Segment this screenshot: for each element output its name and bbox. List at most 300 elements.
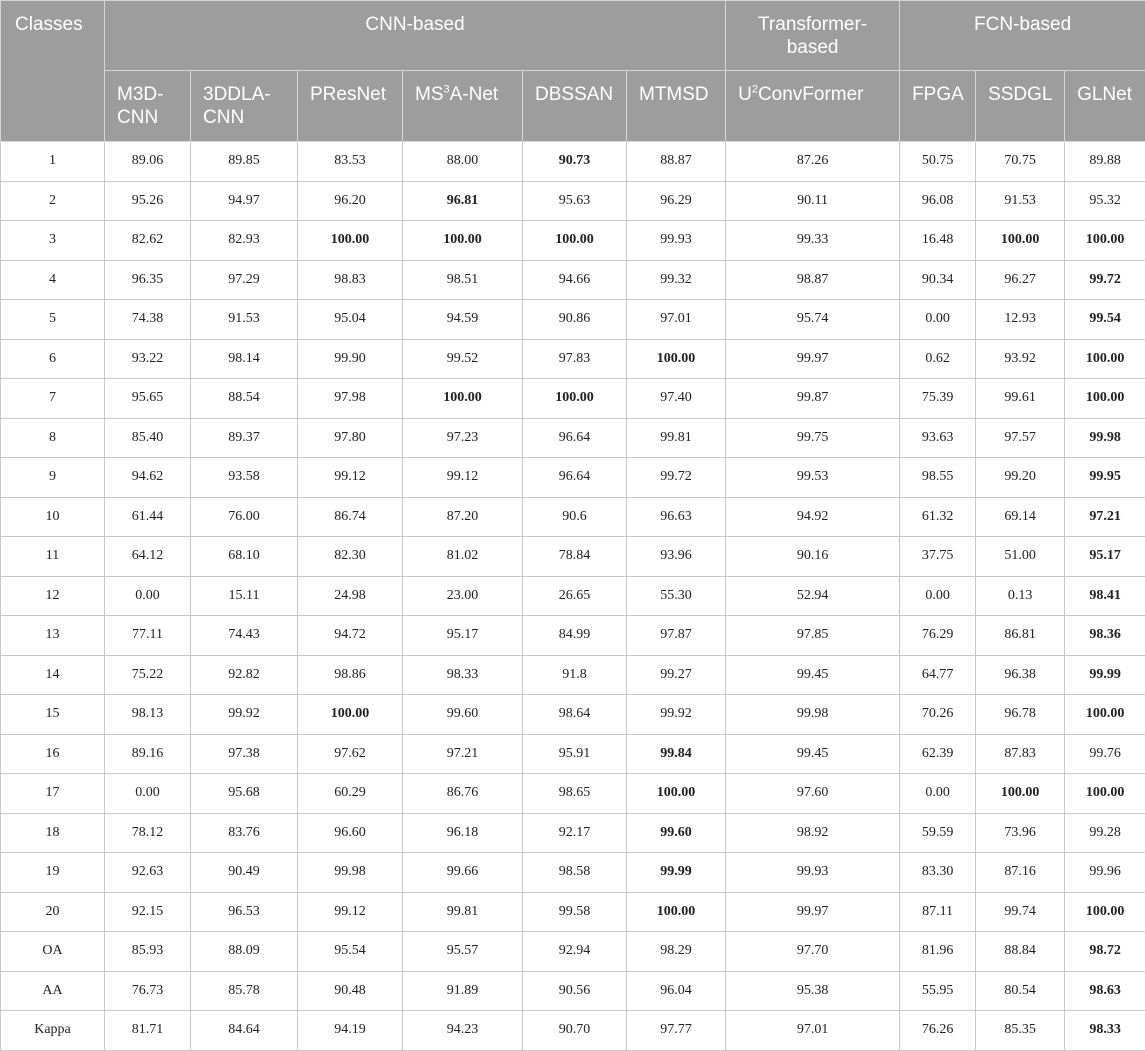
table-cell: 99.74 (976, 892, 1065, 932)
table-cell: 90.49 (191, 853, 298, 893)
table-cell: 81.02 (403, 537, 523, 577)
table-cell: 83.53 (298, 142, 403, 182)
table-cell: 98.83 (298, 260, 403, 300)
table-cell: 95.91 (523, 734, 627, 774)
table-cell: 99.20 (976, 458, 1065, 498)
table-cell: 94.97 (191, 181, 298, 221)
table-cell: 99.81 (403, 892, 523, 932)
table-cell: 100.00 (1065, 774, 1145, 814)
method-superscript: 2 (752, 84, 758, 96)
table-cell: 99.90 (298, 339, 403, 379)
table-cell: 99.45 (726, 655, 900, 695)
table-cell: 90.73 (523, 142, 627, 182)
table-cell: 94.19 (298, 1011, 403, 1051)
table-cell: 81.71 (105, 1011, 191, 1051)
table-cell: 92.63 (105, 853, 191, 893)
table-cell: 94.66 (523, 260, 627, 300)
table-cell: 89.85 (191, 142, 298, 182)
table-cell: 100.00 (627, 892, 726, 932)
table-cell: 97.40 (627, 379, 726, 419)
table-cell: 99.87 (726, 379, 900, 419)
table-cell: 84.99 (523, 616, 627, 656)
method-header (105, 71, 191, 142)
table-cell: 15.11 (191, 576, 298, 616)
table-cell: 95.57 (403, 932, 523, 972)
table-cell: 96.38 (976, 655, 1065, 695)
table-cell: 99.27 (627, 655, 726, 695)
table-row (1, 497, 1145, 537)
table-cell: 87.11 (900, 892, 976, 932)
method-header (191, 71, 298, 142)
table-cell: 0.62 (900, 339, 976, 379)
table-cell: 89.06 (105, 142, 191, 182)
table-cell: 89.37 (191, 418, 298, 458)
method-name: GLNet (1077, 84, 1132, 105)
table-cell: 16.48 (900, 221, 976, 261)
table-cell: 86.74 (298, 497, 403, 537)
table-cell: 96.08 (900, 181, 976, 221)
table-cell: 85.78 (191, 971, 298, 1011)
table-cell: 0.13 (976, 576, 1065, 616)
table-cell: 92.17 (523, 813, 627, 853)
table-cell: 95.38 (726, 971, 900, 1011)
table-cell: 78.84 (523, 537, 627, 577)
table-cell: 99.99 (1065, 655, 1145, 695)
table-row (1, 695, 1145, 735)
table-cell: 89.16 (105, 734, 191, 774)
table-cell: 98.72 (1065, 932, 1145, 972)
table-cell: 62.39 (900, 734, 976, 774)
table-cell: 82.62 (105, 221, 191, 261)
table-cell: 100.00 (298, 221, 403, 261)
table-cell: 93.92 (976, 339, 1065, 379)
row-label: 10 (1, 497, 105, 537)
table-cell: 95.04 (298, 300, 403, 340)
table-cell: 99.54 (1065, 300, 1145, 340)
table-row (1, 379, 1145, 419)
table-cell: 97.29 (191, 260, 298, 300)
table-cell: 96.29 (627, 181, 726, 221)
table-cell: 99.97 (726, 339, 900, 379)
table-cell: 99.58 (523, 892, 627, 932)
table-cell: 99.76 (1065, 734, 1145, 774)
row-label: 1 (1, 142, 105, 182)
table-cell: 99.28 (1065, 813, 1145, 853)
method-header-row (1, 71, 1145, 142)
row-label: AA (1, 971, 105, 1011)
table-cell: 61.32 (900, 497, 976, 537)
table-cell: 99.12 (403, 458, 523, 498)
table-cell: 90.56 (523, 971, 627, 1011)
table-cell: 74.43 (191, 616, 298, 656)
table-cell: 74.38 (105, 300, 191, 340)
table-cell: 96.81 (403, 181, 523, 221)
table-cell: 98.58 (523, 853, 627, 893)
table-row (1, 774, 1145, 814)
table-cell: 98.55 (900, 458, 976, 498)
table-cell: 76.73 (105, 971, 191, 1011)
table-cell: 87.16 (976, 853, 1065, 893)
table-cell: 99.45 (726, 734, 900, 774)
table-cell: 96.18 (403, 813, 523, 853)
row-label: 4 (1, 260, 105, 300)
row-label: Kappa (1, 1011, 105, 1051)
table-cell: 98.92 (726, 813, 900, 853)
row-label: 5 (1, 300, 105, 340)
table-cell: 0.00 (105, 576, 191, 616)
row-label: 20 (1, 892, 105, 932)
table-cell: 89.88 (1065, 142, 1145, 182)
table-cell: 94.59 (403, 300, 523, 340)
group-header-row (1, 1, 1145, 71)
table-cell: 87.83 (976, 734, 1065, 774)
table-cell: 77.11 (105, 616, 191, 656)
table-row (1, 853, 1145, 893)
table-cell: 83.30 (900, 853, 976, 893)
table-cell: 100.00 (403, 379, 523, 419)
table-cell: 86.76 (403, 774, 523, 814)
table-cell: 97.80 (298, 418, 403, 458)
row-label: 3 (1, 221, 105, 261)
table-cell: 100.00 (1065, 379, 1145, 419)
table-cell: 99.72 (1065, 260, 1145, 300)
table-cell: 78.12 (105, 813, 191, 853)
table-cell: 91.8 (523, 655, 627, 695)
table-cell: 97.21 (1065, 497, 1145, 537)
table-cell: 96.78 (976, 695, 1065, 735)
method-header (627, 71, 726, 142)
table-cell: 92.15 (105, 892, 191, 932)
method-header (976, 71, 1065, 142)
table-cell: 97.87 (627, 616, 726, 656)
row-label: 13 (1, 616, 105, 656)
method-name-suffix: ConvFormer (758, 84, 864, 105)
method-name: SSDGL (988, 84, 1052, 105)
table-cell: 99.92 (627, 695, 726, 735)
table-cell: 87.20 (403, 497, 523, 537)
row-label: 17 (1, 774, 105, 814)
table-cell: 99.12 (298, 892, 403, 932)
table-row (1, 655, 1145, 695)
table-cell: 94.72 (298, 616, 403, 656)
table-row (1, 616, 1145, 656)
classes-header: Classes (1, 1, 105, 142)
table-cell: 100.00 (627, 774, 726, 814)
table-cell: 98.65 (523, 774, 627, 814)
table-cell: 55.95 (900, 971, 976, 1011)
table-row (1, 181, 1145, 221)
table-cell: 96.60 (298, 813, 403, 853)
table-cell: 99.98 (726, 695, 900, 735)
table-cell: 99.98 (298, 853, 403, 893)
row-label: 12 (1, 576, 105, 616)
table-cell: 90.16 (726, 537, 900, 577)
table-cell: 90.86 (523, 300, 627, 340)
table-cell: 99.93 (627, 221, 726, 261)
table-cell: 93.22 (105, 339, 191, 379)
table-cell: 98.87 (726, 260, 900, 300)
row-label: 11 (1, 537, 105, 577)
table-cell: 97.38 (191, 734, 298, 774)
table-cell: 99.53 (726, 458, 900, 498)
table-row (1, 142, 1145, 182)
table-cell: 95.74 (726, 300, 900, 340)
table-cell: 98.14 (191, 339, 298, 379)
table-cell: 99.60 (627, 813, 726, 853)
table-cell: 0.00 (900, 774, 976, 814)
table-cell: 95.54 (298, 932, 403, 972)
table-row (1, 260, 1145, 300)
method-name: MTMSD (639, 84, 709, 105)
table-cell: 99.32 (627, 260, 726, 300)
table-row (1, 892, 1145, 932)
table-cell: 99.97 (726, 892, 900, 932)
method-header (900, 71, 976, 142)
row-label: 15 (1, 695, 105, 735)
table-cell: 99.60 (403, 695, 523, 735)
table-row (1, 813, 1145, 853)
table-cell: 96.63 (627, 497, 726, 537)
table-cell: 98.33 (1065, 1011, 1145, 1051)
row-label: 8 (1, 418, 105, 458)
table-cell: 96.04 (627, 971, 726, 1011)
table-cell: 0.00 (900, 300, 976, 340)
table-row (1, 1011, 1145, 1051)
table-cell: 90.48 (298, 971, 403, 1011)
table-cell: 85.35 (976, 1011, 1065, 1051)
table-cell: 55.30 (627, 576, 726, 616)
table-cell: 76.29 (900, 616, 976, 656)
table-row (1, 418, 1145, 458)
table-cell: 99.52 (403, 339, 523, 379)
method-header (523, 71, 627, 142)
table-cell: 68.10 (191, 537, 298, 577)
method-header (726, 71, 900, 142)
table-cell: 97.83 (523, 339, 627, 379)
table-row (1, 537, 1145, 577)
table-cell: 81.96 (900, 932, 976, 972)
table-row (1, 300, 1145, 340)
table-cell: 99.99 (627, 853, 726, 893)
table-cell: 82.93 (191, 221, 298, 261)
group-header-transformer: Transformer-based (726, 1, 900, 71)
table-cell: 82.30 (298, 537, 403, 577)
row-label: 6 (1, 339, 105, 379)
table-cell: 98.13 (105, 695, 191, 735)
table-cell: 99.84 (627, 734, 726, 774)
table-cell: 94.62 (105, 458, 191, 498)
table-cell: 85.93 (105, 932, 191, 972)
table-cell: 92.94 (523, 932, 627, 972)
table-row (1, 576, 1145, 616)
table-cell: 94.92 (726, 497, 900, 537)
table-cell: 90.11 (726, 181, 900, 221)
table-cell: 76.00 (191, 497, 298, 537)
table-cell: 97.77 (627, 1011, 726, 1051)
table-cell: 91.53 (976, 181, 1065, 221)
method-name: M3D-CNN (117, 84, 163, 128)
table-cell: 90.70 (523, 1011, 627, 1051)
table-row (1, 221, 1145, 261)
table-cell: 100.00 (523, 221, 627, 261)
table-row (1, 458, 1145, 498)
table-cell: 93.63 (900, 418, 976, 458)
table-cell: 100.00 (1065, 892, 1145, 932)
table-cell: 87.26 (726, 142, 900, 182)
table-cell: 95.26 (105, 181, 191, 221)
table-cell: 51.00 (976, 537, 1065, 577)
table-cell: 83.76 (191, 813, 298, 853)
table-cell: 95.17 (1065, 537, 1145, 577)
table-cell: 93.96 (627, 537, 726, 577)
table-cell: 97.57 (976, 418, 1065, 458)
table-cell: 52.94 (726, 576, 900, 616)
table-cell: 70.26 (900, 695, 976, 735)
table-cell: 88.84 (976, 932, 1065, 972)
table-cell: 99.66 (403, 853, 523, 893)
table-cell: 80.54 (976, 971, 1065, 1011)
table-cell: 95.32 (1065, 181, 1145, 221)
group-header-fcn: FCN-based (900, 1, 1145, 71)
table-cell: 88.87 (627, 142, 726, 182)
table-cell: 99.92 (191, 695, 298, 735)
table-cell: 88.09 (191, 932, 298, 972)
table-cell: 99.33 (726, 221, 900, 261)
table-cell: 0.00 (900, 576, 976, 616)
table-cell: 90.34 (900, 260, 976, 300)
method-header (403, 71, 523, 142)
table-cell: 59.59 (900, 813, 976, 853)
method-name: 3DDLA-CNN (203, 84, 271, 128)
row-label: 18 (1, 813, 105, 853)
table-cell: 98.63 (1065, 971, 1145, 1011)
table-cell: 84.64 (191, 1011, 298, 1051)
table-cell: 23.00 (403, 576, 523, 616)
method-header (298, 71, 403, 142)
table-row (1, 932, 1145, 972)
table-cell: 96.64 (523, 418, 627, 458)
table-cell: 88.00 (403, 142, 523, 182)
table-cell: 97.98 (298, 379, 403, 419)
method-name: U (738, 84, 752, 105)
row-label: 16 (1, 734, 105, 774)
table-cell: 91.89 (403, 971, 523, 1011)
method-name: FPGA (912, 84, 964, 105)
table-cell: 75.22 (105, 655, 191, 695)
table-cell: 100.00 (976, 221, 1065, 261)
table-cell: 86.81 (976, 616, 1065, 656)
table-cell: 99.12 (298, 458, 403, 498)
table-cell: 0.00 (105, 774, 191, 814)
table-cell: 92.82 (191, 655, 298, 695)
table-cell: 96.53 (191, 892, 298, 932)
table-row (1, 339, 1145, 379)
table-cell: 88.54 (191, 379, 298, 419)
table-cell: 98.33 (403, 655, 523, 695)
table-cell: 98.86 (298, 655, 403, 695)
row-label: OA (1, 932, 105, 972)
table-cell: 96.27 (976, 260, 1065, 300)
table-cell: 73.96 (976, 813, 1065, 853)
table-cell: 97.70 (726, 932, 900, 972)
table-cell: 94.23 (403, 1011, 523, 1051)
table-cell: 26.65 (523, 576, 627, 616)
table-row (1, 971, 1145, 1011)
table-cell: 100.00 (627, 339, 726, 379)
row-label: 9 (1, 458, 105, 498)
method-name: MS (415, 84, 444, 105)
table-cell: 99.96 (1065, 853, 1145, 893)
table-cell: 100.00 (403, 221, 523, 261)
table-body (1, 142, 1145, 1051)
table-cell: 100.00 (976, 774, 1065, 814)
method-superscript: 3 (444, 84, 450, 96)
table-cell: 100.00 (1065, 221, 1145, 261)
table-cell: 69.14 (976, 497, 1065, 537)
table-cell: 97.62 (298, 734, 403, 774)
table-cell: 95.68 (191, 774, 298, 814)
table-cell: 99.98 (1065, 418, 1145, 458)
table-cell: 98.29 (627, 932, 726, 972)
table-cell: 24.98 (298, 576, 403, 616)
row-label: 19 (1, 853, 105, 893)
table-cell: 64.12 (105, 537, 191, 577)
table-cell: 37.75 (900, 537, 976, 577)
table-cell: 97.21 (403, 734, 523, 774)
table-cell: 95.17 (403, 616, 523, 656)
table-cell: 61.44 (105, 497, 191, 537)
table-cell: 97.01 (627, 300, 726, 340)
table-cell: 100.00 (1065, 339, 1145, 379)
table-cell: 60.29 (298, 774, 403, 814)
table-cell: 100.00 (298, 695, 403, 735)
table-cell: 99.95 (1065, 458, 1145, 498)
table-cell: 99.61 (976, 379, 1065, 419)
table-cell: 90.6 (523, 497, 627, 537)
table-cell: 97.85 (726, 616, 900, 656)
table-cell: 93.58 (191, 458, 298, 498)
table-cell: 99.75 (726, 418, 900, 458)
row-label: 2 (1, 181, 105, 221)
method-name: PResNet (310, 84, 386, 105)
method-header (1065, 71, 1145, 142)
table-cell: 98.64 (523, 695, 627, 735)
table-cell: 95.63 (523, 181, 627, 221)
table-cell: 64.77 (900, 655, 976, 695)
table-cell: 100.00 (1065, 695, 1145, 735)
table-cell: 100.00 (523, 379, 627, 419)
table-row (1, 734, 1145, 774)
table-cell: 70.75 (976, 142, 1065, 182)
table-cell: 91.53 (191, 300, 298, 340)
table-cell: 76.26 (900, 1011, 976, 1051)
row-label: 14 (1, 655, 105, 695)
table-cell: 95.65 (105, 379, 191, 419)
table-cell: 99.81 (627, 418, 726, 458)
table-cell: 97.60 (726, 774, 900, 814)
table-cell: 12.93 (976, 300, 1065, 340)
table-cell: 97.23 (403, 418, 523, 458)
table-cell: 50.75 (900, 142, 976, 182)
table-cell: 98.36 (1065, 616, 1145, 656)
table-cell: 96.64 (523, 458, 627, 498)
group-header-cnn: CNN-based (105, 1, 726, 71)
table-cell: 97.01 (726, 1011, 900, 1051)
table-cell: 85.40 (105, 418, 191, 458)
table-cell: 98.51 (403, 260, 523, 300)
table-cell: 98.41 (1065, 576, 1145, 616)
table-cell: 75.39 (900, 379, 976, 419)
